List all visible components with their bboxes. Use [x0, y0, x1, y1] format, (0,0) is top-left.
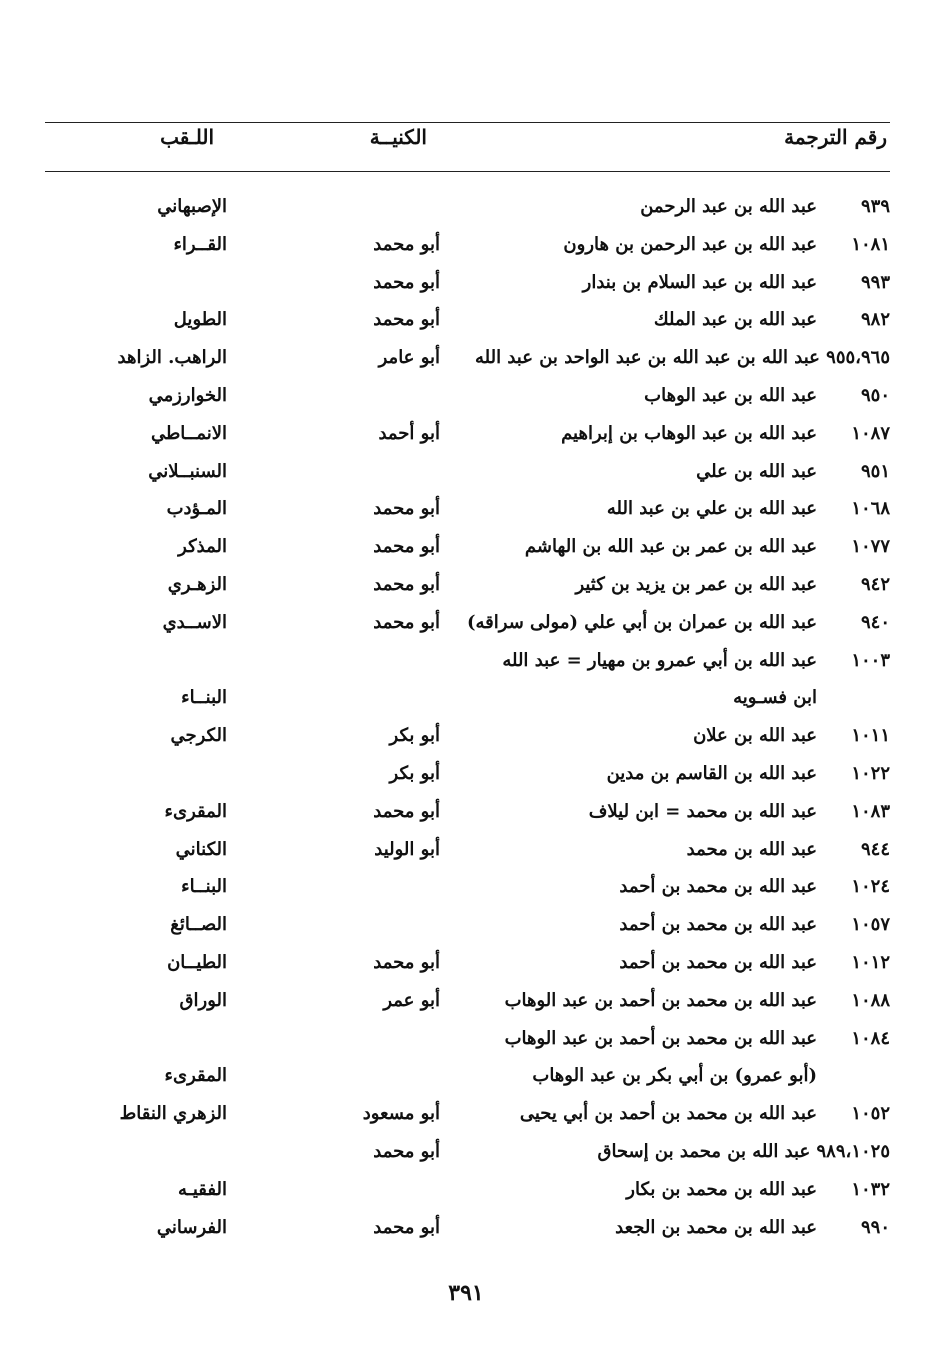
entry-name: عبد الله بن محمد بن أحمد: [619, 951, 817, 973]
entry-kunya: أبو محمد: [373, 951, 440, 973]
entry-number: ١٠٨١: [851, 233, 890, 255]
entry-number: ١٠٨٣: [851, 800, 890, 822]
entry-laqab: الراهب. الزاهد: [117, 347, 227, 369]
entry-name: عبد الله بن علان: [693, 725, 817, 747]
entry-name: عبد الله بن عبد السلام بن بندار: [582, 271, 817, 293]
entry-name: عبد الله بن محمد بن أحمد بن عبد الوهاب: [504, 989, 817, 1011]
entry-kunya: أبو محمد: [373, 800, 440, 822]
table-row: [0, 1061, 932, 1099]
entry-laqab: الفرساني: [156, 1216, 227, 1238]
entry-laqab: المذكر: [178, 536, 227, 558]
entry-kunya: أبو عامر: [378, 347, 440, 369]
entry-number: ١٠٣٢: [851, 1178, 890, 1200]
table-row: [0, 532, 932, 570]
entry-kunya: أبو عمر: [383, 989, 440, 1011]
entry-number: ٩٣٩: [860, 196, 890, 217]
entry-number: ١٠١٢: [851, 951, 890, 973]
table-row: [0, 494, 932, 532]
table-row: [0, 759, 932, 797]
table-row: [0, 1175, 932, 1213]
table-row: [0, 646, 932, 684]
entry-name: ٩٥٥،٩٦٥ عبد الله بن عبد الله بن عبد الواحد بن عبد الله: [474, 347, 890, 369]
entry-laqab: القــراء: [173, 233, 227, 255]
entry-kunya: أبو محمد: [373, 1216, 440, 1238]
entry-number: ١٠١١: [851, 725, 890, 747]
table-row: [0, 1137, 932, 1175]
entry-laqab: المقرىء: [164, 800, 227, 822]
entry-number: ١٠٨٧: [851, 422, 890, 444]
entry-name: عبد الله بن محمد بن أحمد: [619, 914, 817, 936]
entry-laqab: الفقيـه: [177, 1178, 227, 1200]
entry-kunya: أبو محمد: [373, 233, 440, 255]
entry-number: ٩٤٠: [860, 611, 890, 633]
entry-laqab: الزهري النقاط: [119, 1103, 227, 1125]
table-row: [0, 1024, 932, 1062]
entry-name: عبد الله بن علي: [696, 460, 817, 482]
entry-kunya: أبو محمد: [373, 498, 440, 520]
table-row: [0, 608, 932, 646]
table-row: [0, 230, 932, 268]
entry-name: ٩٨٩،١٠٢٥ عبد الله بن محمد بن إسحاق: [597, 1140, 890, 1162]
entry-name: عبد الله بن عبد الوهاب: [644, 384, 817, 406]
table-row: [0, 192, 932, 230]
entry-name: عبد الله بن عمران بن أبي علي (مولى سراقه): [466, 611, 817, 633]
entry-number: ٩٤٤: [860, 838, 890, 860]
entry-name: عبد الله بن عبد الرحمن بن هارون: [563, 233, 817, 255]
entry-laqab: الطيــان: [167, 951, 227, 973]
entry-laqab: الزهـري: [167, 573, 227, 595]
entry-laqab: الكرجي: [170, 725, 227, 747]
table-row: [0, 381, 932, 419]
table-row: [0, 683, 932, 721]
entry-name: عبد الله بن محمد بن الجعد: [615, 1216, 817, 1238]
entry-number: ١٠٨٤: [851, 1027, 890, 1049]
entry-name: عبد الله بن محمد = ابن ليلاف: [588, 800, 817, 822]
entry-kunya: أبو محمد: [373, 611, 440, 633]
table-row: [0, 835, 932, 873]
page-number: ٣٩١: [448, 1280, 484, 1306]
entry-number: ٩٥٠: [860, 384, 890, 406]
entry-kunya: أبو أحمد: [378, 422, 440, 444]
entry-laqab: الوراق: [179, 989, 227, 1011]
entry-name: عبد الله بن عبد الوهاب بن إبراهيم: [561, 422, 817, 444]
entry-name: عبد الله بن محمد: [686, 838, 817, 860]
entry-laqab: الاســدي: [162, 611, 227, 633]
entry-kunya: أبو محمد: [373, 536, 440, 558]
entry-kunya: أبو محمد: [373, 271, 440, 293]
entry-laqab: السنبــلاني: [148, 460, 227, 482]
table-row: [0, 457, 932, 495]
entry-number: ٩٨٢: [860, 309, 890, 331]
entry-number: ١٠٦٨: [851, 498, 890, 520]
table-row: [0, 721, 932, 759]
index-table: [0, 192, 932, 1250]
entry-name: عبد الله بن عبد الرحمن: [640, 196, 817, 217]
entry-name: عبد الله بن محمد بن أحمد: [619, 876, 817, 898]
entry-number: ٩٤٢: [860, 573, 890, 595]
entry-name: عبد الله بن عمر بن يزيد بن كثير: [575, 573, 817, 595]
entry-kunya: أبو محمد: [373, 573, 440, 595]
header-number-name: رقم الترجمة: [784, 125, 887, 149]
entry-number: ١٠٥٧: [851, 914, 890, 936]
table-row: [0, 419, 932, 457]
entry-number: ١٠٧٧: [851, 536, 890, 558]
header-top-rule: [45, 122, 890, 123]
table-row: [0, 305, 932, 343]
entry-laqab: الطويل: [173, 309, 227, 331]
table-row: [0, 986, 932, 1024]
entry-laqab: الإصبهاني: [157, 196, 227, 217]
entry-name: عبد الله بن علي بن عبد الله: [606, 498, 817, 520]
entry-laqab: الكناني: [175, 838, 227, 860]
entry-kunya: أبو الوليد: [374, 838, 440, 860]
entry-name: عبد الله بن محمد بن بكار: [626, 1178, 817, 1200]
entry-name: عبد الله بن أبي عمرو بن مهيار = عبد الله: [502, 649, 817, 671]
entry-name: (أبو عمرو) بن أبي بكر بن عبد الوهاب: [532, 1065, 817, 1087]
header-laqab: اللـقب: [160, 125, 214, 149]
table-row: [0, 268, 932, 306]
entry-number: ٩٩٣: [860, 271, 890, 293]
entry-number: ٩٥١: [860, 460, 890, 482]
entry-laqab: البنــاء: [181, 687, 227, 709]
entry-number: ٩٩٠: [860, 1216, 890, 1238]
entry-name: عبد الله بن محمد بن أحمد بن أبي يحيى: [519, 1103, 817, 1125]
entry-number: ١٠٢٢: [851, 762, 890, 784]
entry-kunya: أبو محمد: [373, 309, 440, 331]
table-row: [0, 570, 932, 608]
entry-name: عبد الله بن عمر بن عبد الله بن الهاشم: [524, 536, 817, 558]
entry-name: عبد الله بن محمد بن أحمد بن عبد الوهاب: [504, 1027, 817, 1049]
entry-number: ١٠٨٨: [851, 989, 890, 1011]
entry-laqab: المقرىء: [164, 1065, 227, 1087]
entry-number: ١٠٠٣: [851, 649, 890, 671]
entry-name: عبد الله بن القاسم بن مدين: [606, 762, 817, 784]
entry-number: ١٠٢٤: [851, 876, 890, 898]
entry-kunya: أبو مسعود: [362, 1103, 440, 1125]
entry-laqab: الانمــاطي: [150, 422, 227, 444]
table-row: [0, 910, 932, 948]
entry-name: عبد الله بن عبد الملك: [653, 309, 817, 331]
entry-kunya: أبو بكر: [389, 762, 440, 784]
table-row: [0, 1213, 932, 1251]
entry-laqab: الخوارزمي: [148, 384, 227, 406]
table-row: [0, 797, 932, 835]
entry-kunya: أبو محمد: [373, 1140, 440, 1162]
entry-laqab: الصــائغ: [170, 914, 227, 936]
entry-laqab: المـؤدب: [166, 498, 227, 520]
table-row: [0, 948, 932, 986]
table-row: [0, 343, 932, 381]
entry-number: ١٠٥٢: [851, 1103, 890, 1125]
entry-laqab: البنــاء: [181, 876, 227, 898]
header-bottom-rule: [45, 171, 890, 172]
table-row: [0, 872, 932, 910]
entry-name: ابن فسـويه: [733, 687, 817, 709]
header-kunya: الكنيــة: [369, 125, 427, 149]
table-row: [0, 1099, 932, 1137]
entry-kunya: أبو بكر: [389, 725, 440, 747]
